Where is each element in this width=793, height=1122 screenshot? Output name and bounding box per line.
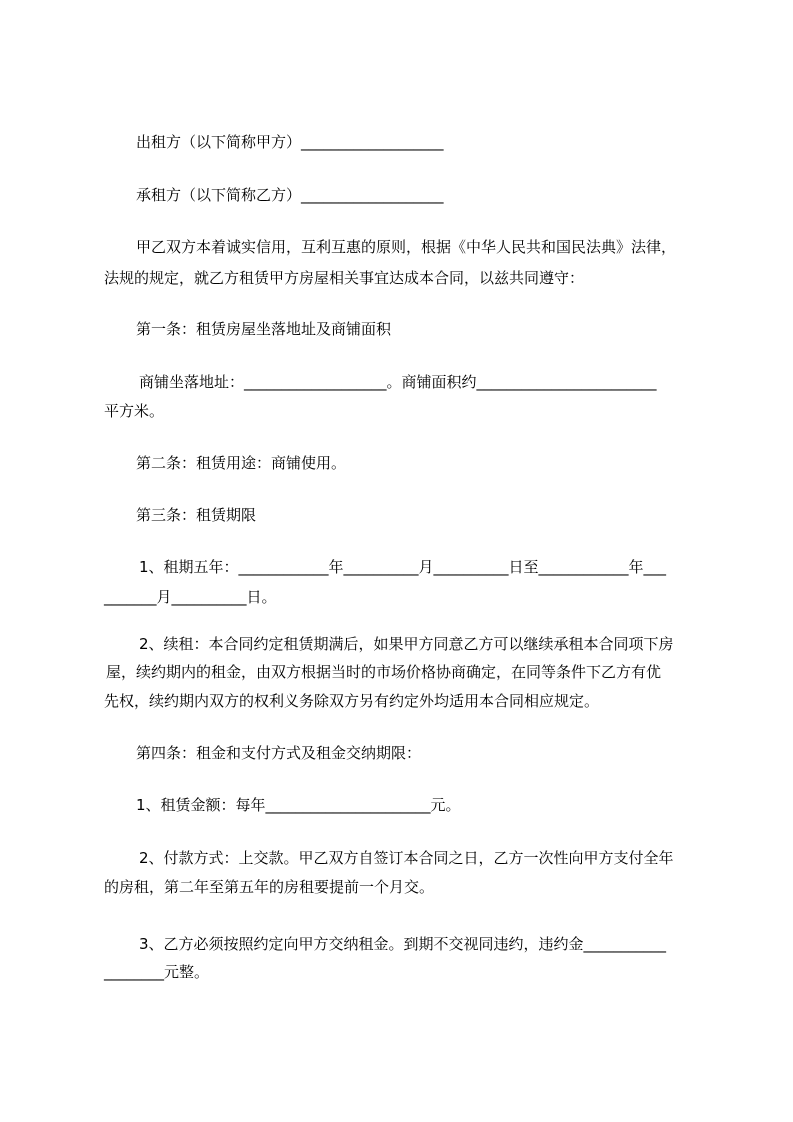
renewal-line-2: 屋，续约期内的租金，由双方根据当时的市场价格协商确定，在同等条件下乙方有优: [106, 663, 662, 681]
payment-method-line-2: 的房租，第二年至第五年的房租要提前一个月交。: [104, 878, 435, 896]
renewal-line-1: 2、续租：本合同约定租赁期满后，如果甲方同意乙方可以继续承租本合同项下房: [139, 635, 674, 653]
article-2-heading: 第二条：租赁用途：商铺使用。: [136, 454, 347, 472]
shop-area-unit: 平方米。: [104, 402, 165, 420]
lease-term-line-1: 1、租期五年：____________年__________月__________日至____________年___: [139, 558, 667, 576]
renewal-line-3: 先权，续约期内双方的权利义务除双方另有约定外均适用本合同相应规定。: [104, 692, 600, 710]
article-1-heading: 第一条：租赁房屋坐落地址及商铺面积: [136, 320, 392, 338]
penalty-line-2: ________元整。: [104, 963, 210, 981]
payment-method-line-1: 2、付款方式：上交款。甲乙双方自签订本合同之日，乙方一次性向甲方支付全年: [139, 849, 674, 867]
penalty-line-1: 3、乙方必须按照约定向甲方交纳租金。到期不交视同违约，违约金___________: [139, 935, 667, 953]
lease-term-line-2: _______月__________日。: [104, 588, 277, 606]
shop-address-line: 商铺坐落地址：___________________。商铺面积约________________________: [139, 373, 657, 391]
preamble-line-1: 甲乙双方本着诚实信用，互利互惠的原则，根据《中华人民共和国民法典》法律，: [136, 238, 677, 256]
lessee-line: 承租方（以下简称乙方）___________________: [136, 186, 444, 204]
article-3-heading: 第三条：租赁期限: [136, 506, 257, 524]
rent-amount-line: 1、租赁金额：每年______________________元。: [136, 796, 461, 814]
article-4-heading: 第四条：租金和支付方式及租金交纳期限：: [136, 744, 422, 762]
preamble-line-2: 法规的规定，就乙方租赁甲方房屋相关事宜达成本合同，以兹共同遵守：: [104, 269, 585, 287]
lessor-line: 出租方（以下简称甲方）___________________: [136, 133, 444, 151]
